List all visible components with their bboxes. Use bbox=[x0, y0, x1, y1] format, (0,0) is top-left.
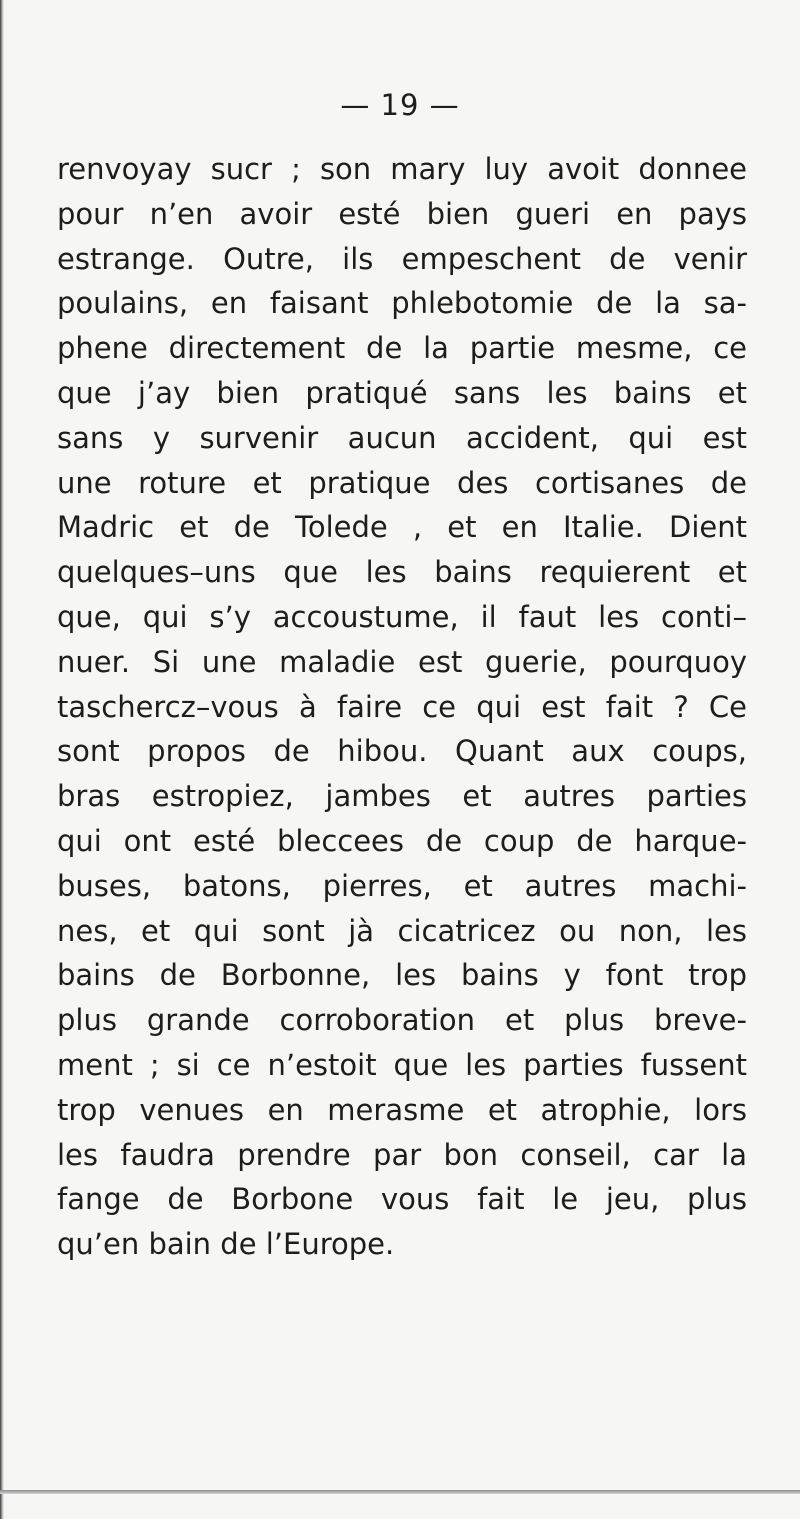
text-line: Madric et de Tolede , et en Italie. Dient bbox=[57, 510, 747, 545]
text-line: ment ; si ce n’estoit que les parties fussent bbox=[57, 1047, 747, 1082]
text-line: phene directement de la partie mesme, ce bbox=[57, 331, 747, 366]
bottom-page-edge bbox=[0, 1490, 800, 1494]
text-line: pour n’en avoir esté bien gueri en pays bbox=[57, 196, 747, 231]
text-line-last: qu’en bain de l’Europe. bbox=[57, 1227, 395, 1262]
text-line: bras estropiez, jambes et autres parties bbox=[57, 779, 747, 814]
text-line: sont propos de hibou. Quant aux coups, bbox=[57, 734, 747, 769]
text-line: qui ont esté bleccees de coup de harque- bbox=[57, 823, 747, 858]
text-line: nes, et qui sont jà cicatricez ou non, les bbox=[57, 913, 747, 948]
text-line: trop venues en merasme et atrophie, lors bbox=[57, 1092, 747, 1127]
page-number: — 19 — bbox=[340, 88, 460, 122]
text-line: quelques–uns que les bains requierent et bbox=[57, 555, 747, 590]
text-line: une roture et pratique des cortisanes de bbox=[57, 465, 747, 500]
text-line: plus grande corroboration et plus breve- bbox=[57, 1003, 747, 1038]
text-line: renvoyay sucr ; son mary luy avoit donnee bbox=[57, 152, 747, 186]
text-line: que, qui s’y accoustume, il faut les conti– bbox=[57, 599, 747, 634]
text-line: buses, batons, pierres, et autres machi- bbox=[57, 868, 747, 903]
text-line: taschercz–vous à faire ce qui est fait ? Ce bbox=[57, 689, 747, 724]
text-line: que j’ay bien pratiqué sans les bains et bbox=[57, 375, 747, 410]
text-line: sans y survenir aucun accident, qui est bbox=[57, 420, 747, 455]
text-line: estrange. Outre, ils empeschent de venir bbox=[57, 241, 747, 276]
text-line: bains de Borbonne, les bains y font trop bbox=[57, 958, 747, 993]
text-line: poulains, en faisant phlebotomie de la sa- bbox=[57, 286, 747, 321]
text-line: fange de Borbone vous fait le jeu, plus bbox=[57, 1182, 747, 1217]
page-edge-shadow bbox=[0, 0, 4, 1519]
text-line: nuer. Si une maladie est guerie, pourquoy bbox=[57, 644, 747, 679]
text-line: les faudra prendre par bon conseil, car la bbox=[57, 1137, 747, 1172]
body-text bbox=[57, 147, 747, 1267]
